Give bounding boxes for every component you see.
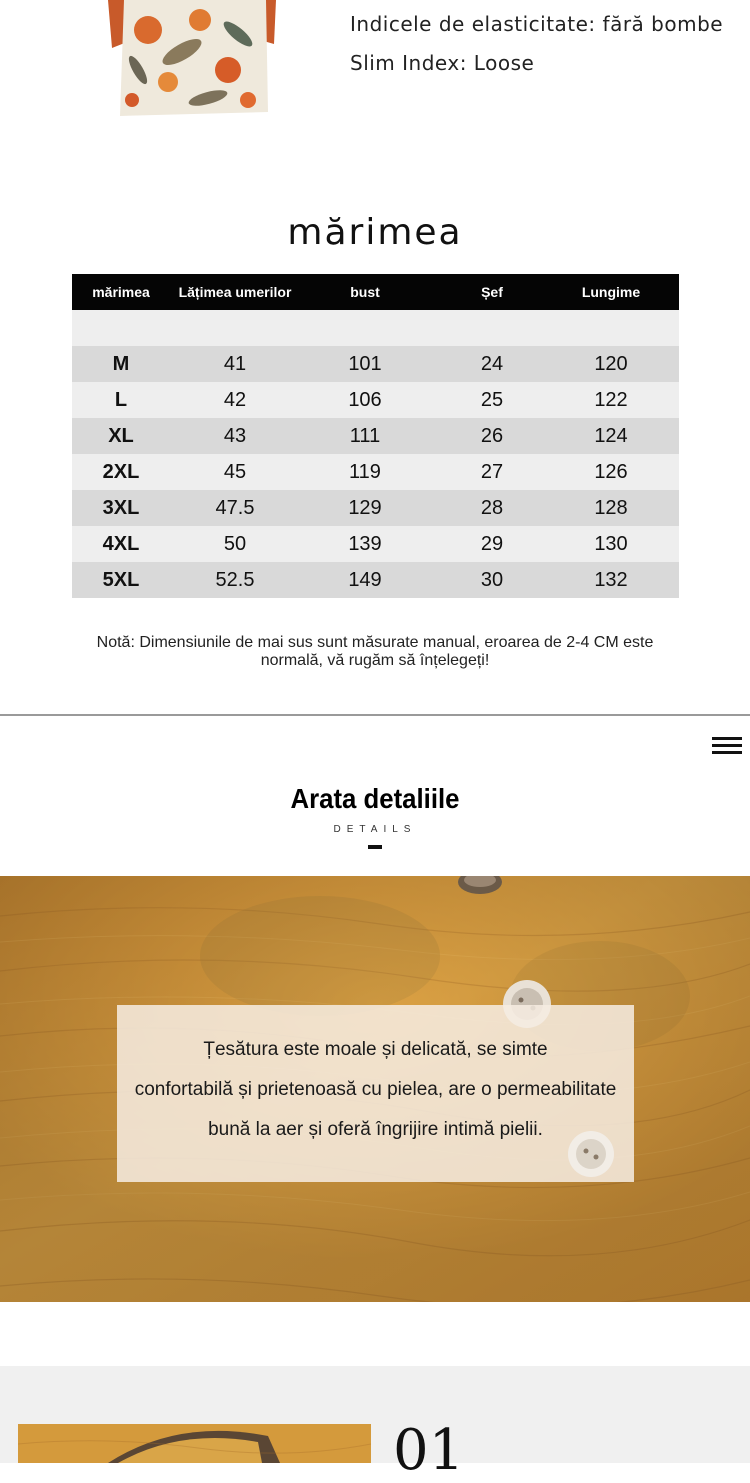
size-table xyxy=(72,274,679,598)
cell-sef: 27 xyxy=(480,460,504,483)
size-table-header xyxy=(72,274,679,310)
cell-length: 122 xyxy=(594,388,628,411)
table-row xyxy=(72,454,679,490)
table-row xyxy=(72,346,679,382)
cell-bust: 139 xyxy=(348,532,382,555)
header-shoulder-width: Lățimea umerilor xyxy=(178,283,292,300)
fabric-caption-box xyxy=(117,1005,634,1182)
cell-sef: 28 xyxy=(480,496,504,519)
table-row xyxy=(72,490,679,526)
cell-bust: 111 xyxy=(349,424,381,447)
cell-length: 120 xyxy=(594,352,628,375)
cell-bust: 106 xyxy=(348,388,382,411)
cell-length: 124 xyxy=(594,424,628,447)
details-underline xyxy=(368,845,382,849)
cell-shoulder: 47.5 xyxy=(215,496,255,519)
fabric-caption-line2: confortabilă și prietenoasă cu pielea, are o permeabilitate xyxy=(134,1079,617,1100)
attribute-elasticity: Indicele de elasticitate: fără bombe xyxy=(350,12,724,36)
product-image xyxy=(108,0,280,118)
cell-bust: 129 xyxy=(348,496,382,519)
cell-size: 5XL xyxy=(102,568,140,591)
button-detail-icon xyxy=(566,1129,616,1179)
header-length: Lungime xyxy=(581,283,641,300)
cell-shoulder: 50 xyxy=(223,532,247,555)
cell-bust: 119 xyxy=(349,460,381,483)
detail-item-number: 01 xyxy=(393,1418,465,1483)
table-row xyxy=(72,526,679,562)
details-title: Arata detaliile xyxy=(290,783,460,814)
size-section-title: mărimea xyxy=(287,212,463,253)
section-divider xyxy=(0,714,750,716)
header-size: mărimea xyxy=(92,283,150,300)
fabric-caption-line3: bună la aer și oferă îngrijire intimă pielii. xyxy=(208,1119,543,1140)
cell-shoulder: 41 xyxy=(223,352,247,375)
cell-shoulder: 52.5 xyxy=(215,568,255,591)
cell-bust: 101 xyxy=(348,352,382,375)
table-spacer-row xyxy=(72,310,679,346)
table-row xyxy=(72,382,679,418)
cell-length: 126 xyxy=(594,460,628,483)
size-note xyxy=(60,634,690,670)
table-row xyxy=(72,562,679,598)
cell-length: 130 xyxy=(594,532,628,555)
cell-sef: 24 xyxy=(480,352,504,375)
cell-shoulder: 43 xyxy=(223,424,247,447)
cell-shoulder: 42 xyxy=(223,388,247,411)
fabric-caption-line1: Țesătura este moale și delicată, se simte xyxy=(203,1039,548,1060)
size-note-line1: Notă: Dimensiunile de mai sus sunt măsurate manual, eroarea de 2-4 CM este xyxy=(96,634,654,651)
size-note-line2: normală, vă rugăm să înțelegeți! xyxy=(260,652,490,669)
cell-size: M xyxy=(112,352,130,375)
header-bust: bust xyxy=(350,283,380,300)
cell-length: 128 xyxy=(594,496,628,519)
cell-size: 4XL xyxy=(102,532,140,555)
cell-bust: 149 xyxy=(348,568,382,591)
cell-size: XL xyxy=(108,424,134,447)
hamburger-menu-icon[interactable] xyxy=(712,737,742,757)
cell-size: L xyxy=(114,388,128,411)
cell-sef: 26 xyxy=(480,424,504,447)
attribute-slim-index: Slim Index: Loose xyxy=(350,51,535,75)
cell-shoulder: 45 xyxy=(223,460,247,483)
cell-size: 2XL xyxy=(102,460,140,483)
cell-sef: 30 xyxy=(480,568,504,591)
header-sef: Șef xyxy=(481,283,503,300)
table-row xyxy=(72,418,679,454)
cell-sef: 29 xyxy=(480,532,504,555)
cell-size: 3XL xyxy=(102,496,140,519)
details-subtitle: DETAILS xyxy=(333,824,417,835)
cell-length: 132 xyxy=(594,568,628,591)
detail-item-photo xyxy=(18,1424,371,1463)
cell-sef: 25 xyxy=(480,388,504,411)
